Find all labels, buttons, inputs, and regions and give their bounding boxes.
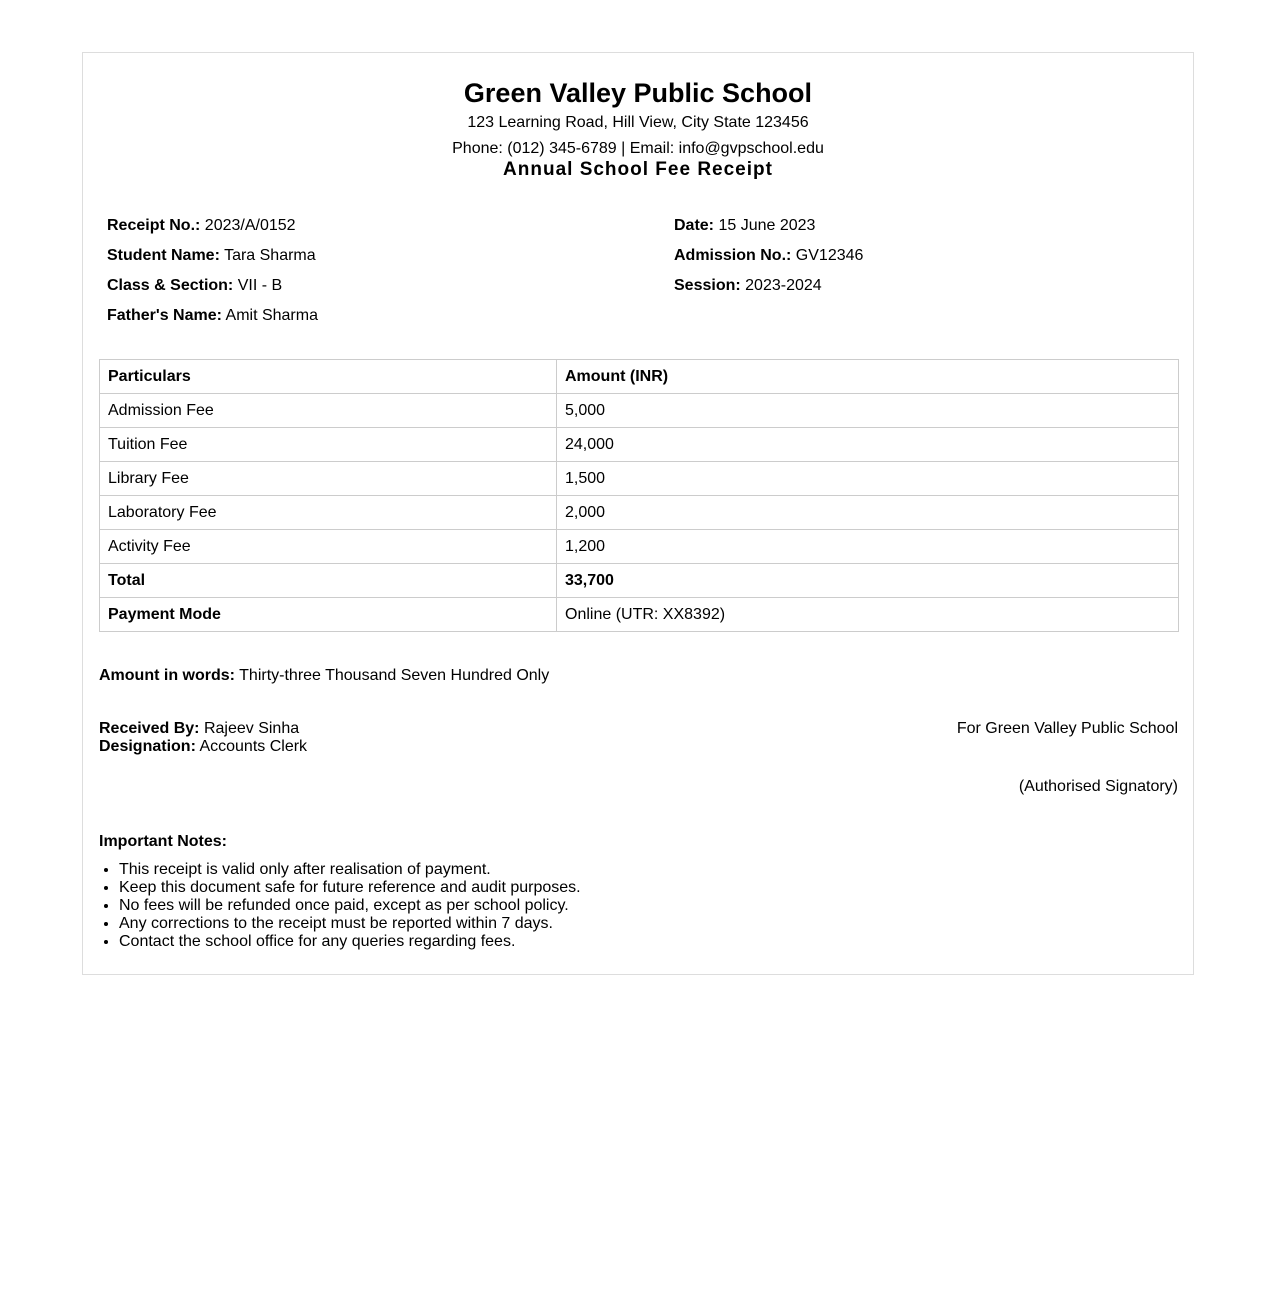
info-row xyxy=(107,273,1187,303)
amount-cell: 2,000 xyxy=(557,496,1179,530)
table-row xyxy=(100,496,1179,530)
amount-cell: 1,200 xyxy=(557,530,1179,564)
particular-cell: Tuition Fee xyxy=(100,428,557,462)
session-value: 2023-2024 xyxy=(745,277,822,294)
receipt-title: Annual School Fee Receipt xyxy=(503,159,773,180)
receipt-header xyxy=(83,53,1193,178)
particular-cell: Admission Fee xyxy=(100,394,557,428)
list-item: • No fees will be refunded once paid, except as per school policy. xyxy=(119,897,581,915)
column-header-particulars: Particulars xyxy=(100,360,557,394)
for-school-text: For Green Valley Public School xyxy=(956,720,1178,737)
school-name: Green Valley Public School xyxy=(463,78,813,108)
amount-cell: 5,000 xyxy=(557,394,1179,428)
info-row xyxy=(107,243,1187,273)
received-by-block xyxy=(99,720,307,756)
list-item: • This receipt is valid only after realisation of payment. xyxy=(119,861,581,879)
date-label: Date: xyxy=(674,217,715,234)
received-by-line xyxy=(99,720,307,738)
particular-cell: Activity Fee xyxy=(100,530,557,564)
designation-value: Accounts Clerk xyxy=(199,738,308,755)
date-field xyxy=(674,213,815,239)
school-contact: Phone: (012) 345-6789 | Email: info@gvpschool.edu xyxy=(452,140,824,157)
amount-words-value: Thirty-three Thousand Seven Hundred Only xyxy=(239,667,550,684)
fees-table xyxy=(99,359,1179,632)
receipt-no-value: 2023/A/0152 xyxy=(204,217,296,234)
class-section-value: VII - B xyxy=(237,277,283,294)
admission-no-label: Admission No.: xyxy=(674,247,792,264)
table-header-row xyxy=(100,360,1179,394)
father-name-field xyxy=(107,303,318,329)
class-section-field xyxy=(107,273,282,299)
total-row xyxy=(100,564,1179,598)
session-label: Session: xyxy=(674,277,741,294)
admission-no-field xyxy=(674,243,863,269)
table-row xyxy=(100,394,1179,428)
father-name-label: Father's Name: xyxy=(107,307,222,324)
total-value: 33,700 xyxy=(557,564,1179,598)
father-name-value: Amit Sharma xyxy=(225,307,318,324)
list-item: • Any corrections to the receipt must be reported within 7 days. xyxy=(119,915,581,933)
designation-line xyxy=(99,738,307,756)
list-item: • Contact the school office for any queries regarding fees. xyxy=(119,933,581,951)
fee-receipt xyxy=(82,52,1194,975)
amount-words-label: Amount in words: xyxy=(99,667,235,684)
total-label: Total xyxy=(100,564,557,598)
table-row xyxy=(100,428,1179,462)
session-field xyxy=(674,273,822,299)
received-by-label: Received By: xyxy=(99,720,200,737)
notes-title: Important Notes: xyxy=(99,833,227,850)
payment-mode-value: Online (UTR: XX8392) xyxy=(557,598,1179,632)
amount-cell: 1,500 xyxy=(557,462,1179,496)
table-row xyxy=(100,462,1179,496)
admission-no-value: GV12346 xyxy=(795,247,864,264)
class-section-label: Class & Section: xyxy=(107,277,234,294)
notes-list xyxy=(99,861,581,951)
school-address: 123 Learning Road, Hill View, City State 123456 xyxy=(467,114,809,131)
info-row xyxy=(107,213,1187,243)
receipt-no-label: Receipt No.: xyxy=(107,217,201,234)
student-name-value: Tara Sharma xyxy=(224,247,316,264)
payment-mode-row xyxy=(100,598,1179,632)
authorised-signatory: (Authorised Signatory) xyxy=(1018,778,1178,795)
list-item: • Keep this document safe for future reference and audit purposes. xyxy=(119,879,581,897)
date-value: 15 June 2023 xyxy=(718,217,816,234)
student-name-field xyxy=(107,243,316,269)
designation-label: Designation: xyxy=(99,738,196,755)
amount-cell: 24,000 xyxy=(557,428,1179,462)
column-header-amount: Amount (INR) xyxy=(557,360,1179,394)
particular-cell: Laboratory Fee xyxy=(100,496,557,530)
received-by-value: Rajeev Sinha xyxy=(203,720,300,737)
student-name-label: Student Name: xyxy=(107,247,220,264)
receipt-no-field xyxy=(107,213,296,239)
table-row xyxy=(100,530,1179,564)
particular-cell: Library Fee xyxy=(100,462,557,496)
payment-mode-label: Payment Mode xyxy=(100,598,557,632)
info-row xyxy=(107,303,1187,333)
student-info xyxy=(107,213,1187,333)
amount-in-words xyxy=(99,665,549,687)
